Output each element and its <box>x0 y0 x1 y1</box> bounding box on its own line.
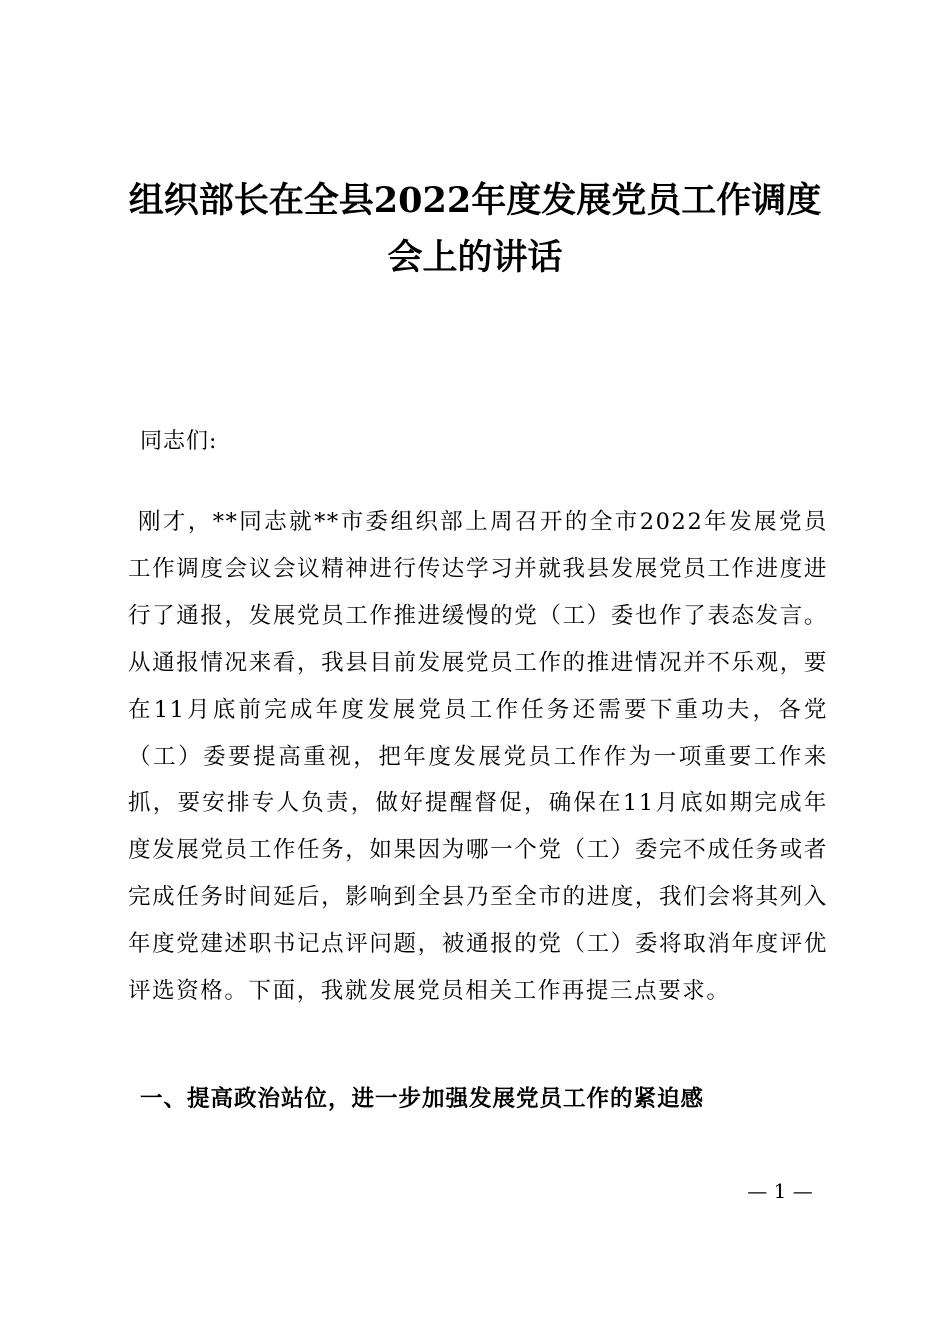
page-number: — 1 — <box>747 1179 813 1203</box>
title-line-2: 会上的讲话 <box>387 237 563 278</box>
document-title <box>100 172 850 286</box>
body-paragraph: 刚才，**同志就**市委组织部上周召开的全市2022年发展党员工作调度会议会议精神进行传达学习并就我县发展党员工作进度进行了通报，发展党员工作推进缓慢的党（工）委也作了表态发言。从通报情况来看，我县目前发展党员工作的推进情况并不乐观，要在11月底前完成年度发展党员工作任务还需要下重功夫，各党（工）委要提高重视，把年度发展党员工作作为一项重要工作来抓，要安排专人负责，做好提醒督促，确保在11月底如期完成年度发展党员工作任务，如果因为哪一个党（工）委完不成任务或者完成任务时间延后，影响到全县乃至全市的进度，我们会将其列入年度党建述职书记点评问题，被通报的党（工）委将取消年度评优评选资格。下面，我就发展党员相关工作再提三点要求。 <box>128 509 828 1005</box>
salutation: 同志们: <box>140 429 218 454</box>
title-line-1: 组织部长在全县2022年度发展党员工作调度 <box>128 180 822 221</box>
section-heading: 一、提高政治站位，进一步加强发展党员工作的紧迫感 <box>140 1086 705 1112</box>
